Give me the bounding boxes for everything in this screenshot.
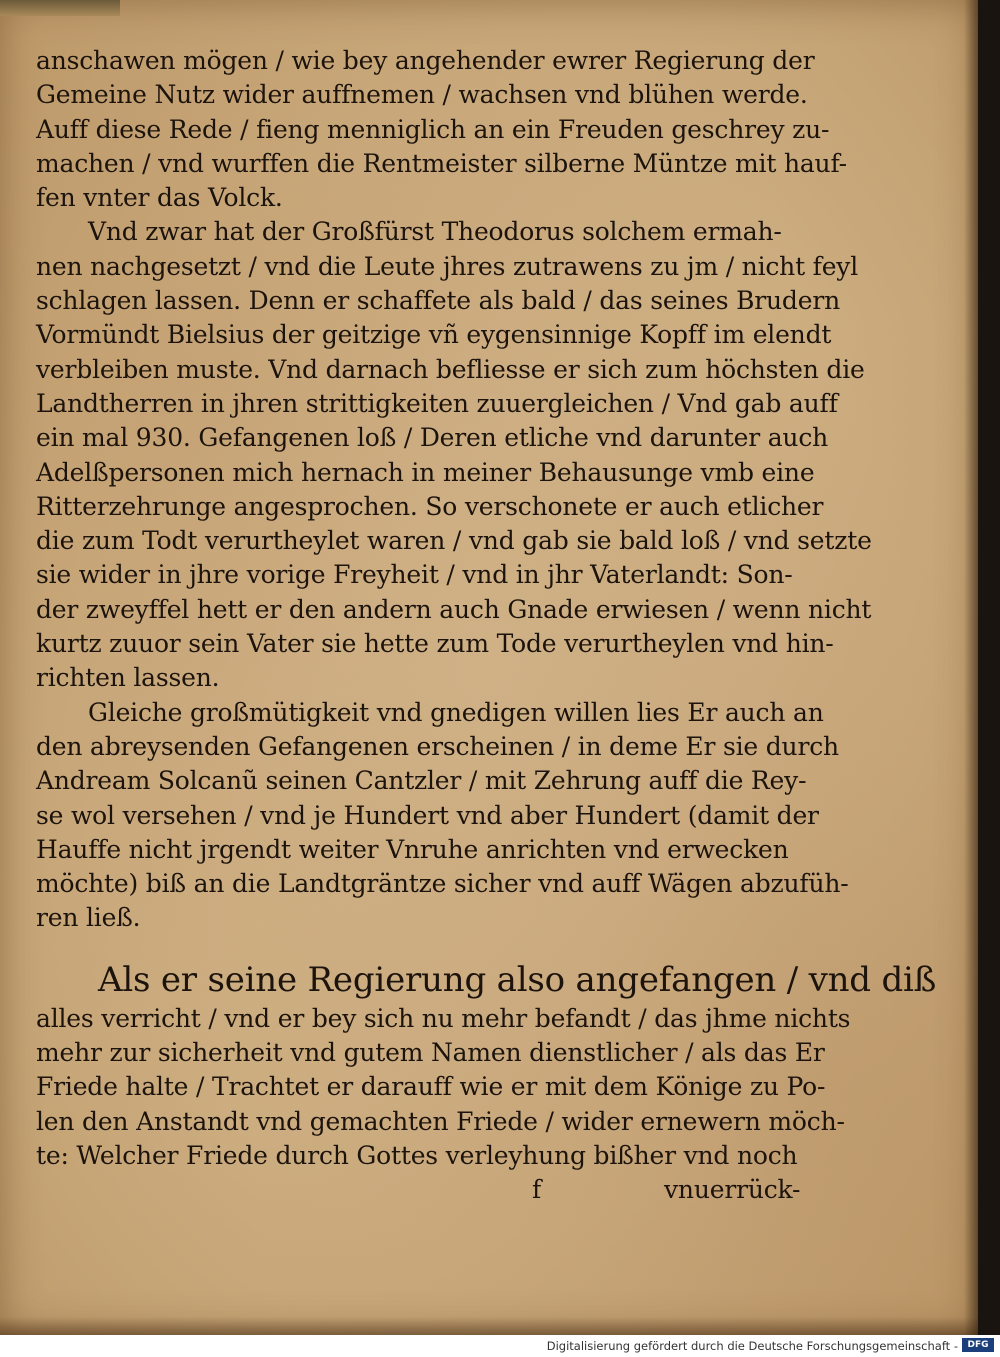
text-line: sie wider in jhre vorige Freyheit / vnd in jhr Vaterlandt: Son- bbox=[36, 560, 793, 590]
paragraph-3 bbox=[36, 696, 849, 936]
text-line: fen vnter das Volck. bbox=[36, 183, 283, 213]
text-line: machen / vnd wurffen die Rentmeister silberne Müntze mit hauf- bbox=[36, 148, 847, 178]
text-line: kurtz zuuor sein Vater sie hette zum Tode verurtheylen vnd hin- bbox=[36, 629, 834, 659]
page-top-edge bbox=[0, 0, 120, 16]
section-opening bbox=[36, 958, 937, 1173]
text-line: nen nachgesetzt / vnd die Leute jhres zutrawens zu jm / nicht feyl bbox=[36, 251, 859, 281]
text-line: Landtherren in jhren strittigkeiten zuuergleichen / Vnd gab auff bbox=[36, 388, 838, 418]
text-line: mehr zur sicherheit vnd gutem Namen dienstlicher / als das Er bbox=[36, 1038, 825, 1068]
digitization-footer bbox=[0, 1335, 1000, 1357]
text-line: ren ließ. bbox=[36, 903, 141, 933]
text-line: Friede halte / Trachtet er darauff wie er mit dem Könige zu Po- bbox=[36, 1072, 826, 1102]
footer-credit-text: Digitalisierung gefördert durch die Deutsche Forschungsgemeinschaft - bbox=[546, 1339, 958, 1353]
text-line: Vormündt Bielsius der geitzige vñ eygensinnige Kopff im elendt bbox=[36, 320, 832, 350]
text-line: anschawen mögen / wie bey angehender ewrer Regierung der bbox=[36, 46, 815, 75]
text-line: richten lassen. bbox=[36, 663, 220, 693]
text-line: Adelßpersonen mich hernach in meiner Behausunge vmb eine bbox=[36, 457, 815, 487]
text-line: ein mal 930. Gefangenen loß / Deren etliche vnd darunter auch bbox=[36, 423, 829, 453]
text-line: Auff diese Rede / fieng menniglich an ein Freuden geschrey zu- bbox=[36, 114, 830, 144]
text-line: Ritterzehrunge angesprochen. So verschonete er auch etlicher bbox=[36, 491, 824, 521]
paragraph-2 bbox=[36, 215, 872, 695]
section-opening-line: Als er seine Regierung also angefangen / vnd diß bbox=[98, 959, 937, 1000]
text-line: verbleiben muste. Vnd darnach befliesse er sich zum höchsten die bbox=[36, 354, 865, 384]
text-line: den abreysenden Gefangenen erscheinen / in deme Er sie durch bbox=[36, 731, 839, 761]
text-line: Vnd zwar hat der Großfürst Theodorus solchem ermah- bbox=[88, 217, 782, 247]
paragraph-1 bbox=[36, 44, 847, 215]
signature-mark: f bbox=[532, 1175, 542, 1205]
text-line: schlagen lassen. Denn er schaffete als bald / das seines Brudern bbox=[36, 286, 840, 316]
text-line: der zweyffel hett er den andern auch Gnade erwiesen / wenn nicht bbox=[36, 594, 872, 624]
text-line: die zum Todt verurtheylet waren / vnd gab sie bald loß / vnd setzte bbox=[36, 526, 872, 556]
text-line: Hauffe nicht jrgendt weiter Vnruhe anrichten vnd erwecken bbox=[36, 834, 789, 864]
text-line: len den Anstandt vnd gemachten Friede / wider ernewern möch- bbox=[36, 1106, 845, 1136]
dfg-logo-icon[interactable]: DFG bbox=[962, 1338, 994, 1352]
paragraph-gap bbox=[36, 936, 796, 958]
page-bottom-edge bbox=[0, 1317, 978, 1335]
text-line: Gleiche großmütigkeit vnd gnedigen willen lies Er auch an bbox=[88, 697, 824, 727]
page-text-block bbox=[36, 44, 937, 1209]
text-line: alles verricht / vnd er bey sich nu mehr befandt / das jhme nichts bbox=[36, 1003, 851, 1033]
text-line: se wol versehen / vnd je Hundert vnd aber Hundert (damit der bbox=[36, 800, 819, 830]
catchword: vnuerrück- bbox=[664, 1175, 801, 1205]
text-line: Andream Solcanũ seinen Cantzler / mit Zehrung auff die Rey- bbox=[36, 766, 807, 796]
text-line: Gemeine Nutz wider auffnemen / wachsen vnd blühen werde. bbox=[36, 80, 808, 110]
text-line: te: Welcher Friede durch Gottes verleyhung bißher vnd noch bbox=[36, 1140, 798, 1170]
text-line: möchte) biß an die Landtgräntze sicher vnd auff Wägen abzufüh- bbox=[36, 869, 849, 899]
page-foot-row bbox=[36, 1173, 801, 1209]
